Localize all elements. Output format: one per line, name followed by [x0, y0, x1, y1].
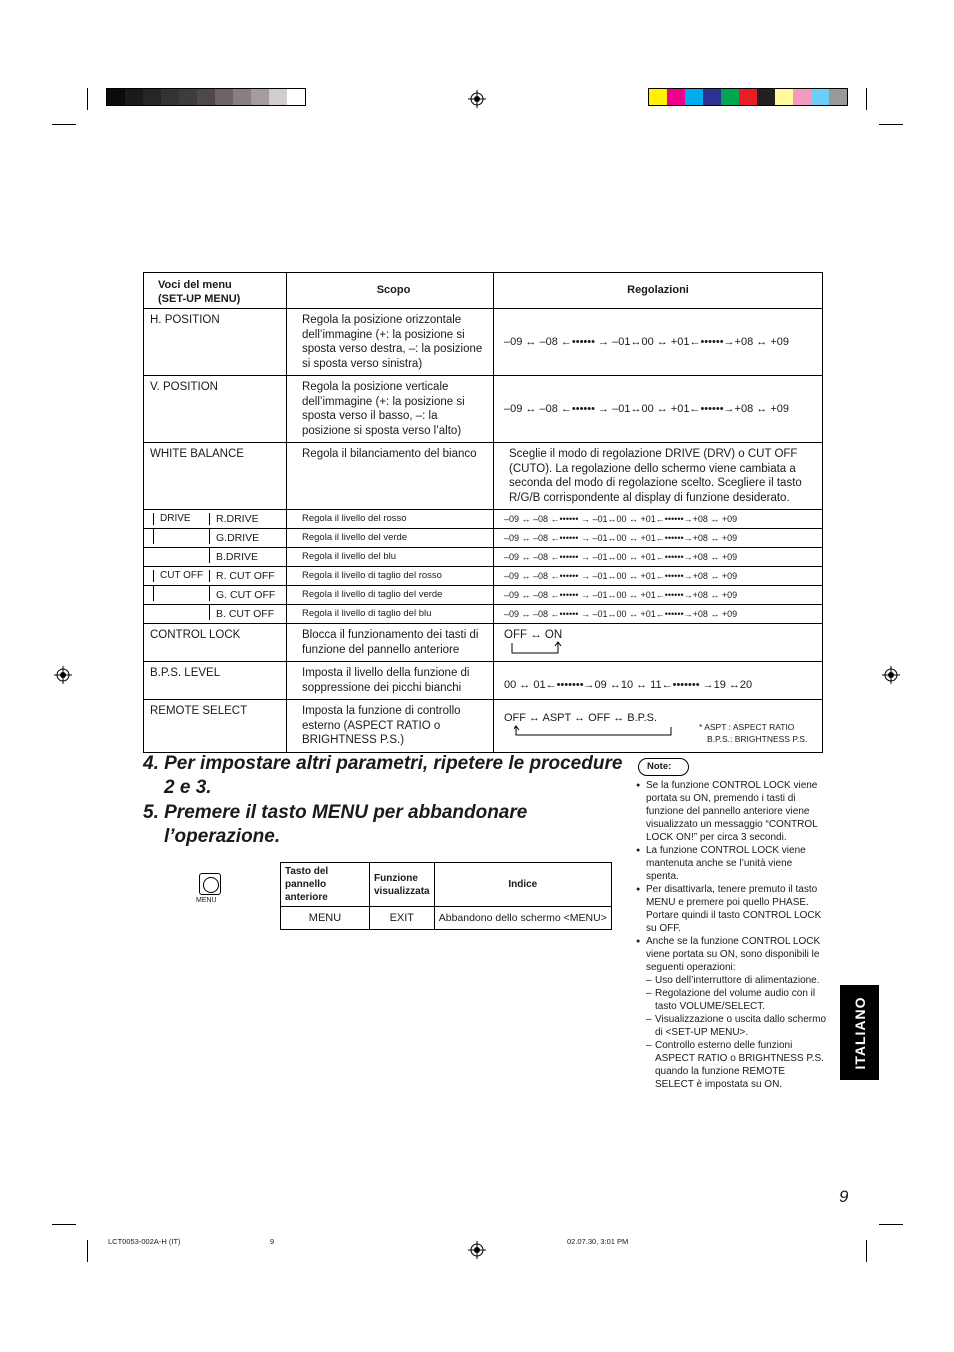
purpose-cell: Imposta la funzione di controllo esterno (ASPECT RATIO o BRIGHTNESS P.S.) [287, 700, 494, 753]
table-cell: MENU [281, 907, 370, 930]
menu-button-icon [199, 873, 221, 895]
purpose-cell: Regola la posizione verticale dell’immagine (+: la posizione si sposta verso il basso, –: la posizione si sposta verso l’alto) [287, 376, 494, 443]
adjust-scale: –09 ↔ –08 ←•••••• → –01↔00 ↔ +01←••••••→+08 ↔ +09 [494, 605, 823, 624]
registration-mark-icon [882, 666, 900, 684]
purpose-cell: Regola il livello di taglio del verde [287, 586, 494, 605]
footer-page: 9 [270, 1237, 275, 1246]
adjust-scale: –09 ↔ –08 ←•••••• → –01↔00 ↔ +01←••••••→+08 ↔ +09 [494, 510, 823, 529]
sub-item-label: R.DRIVE [216, 513, 259, 525]
language-tab: ITALIANO [840, 985, 879, 1080]
color-swatch [125, 89, 143, 105]
adjust-description: Sceglie il modo di regolazione DRIVE (DRV) o CUT OFF (CUTO). La regolazione dello schermo viene cambiata a seconda del modo di regolazione scelto. Scegliere il tasto R/G/B corrispondente al display di funzione desiderato. [494, 443, 823, 510]
color-swatch [721, 89, 739, 105]
menu-button-label: MENU [196, 897, 217, 904]
table-header-row [281, 863, 612, 907]
loop-arrow-icon [514, 725, 674, 739]
adjust-scale: –09 ↔ –08 ←•••••• → –01↔00 ↔ +01←••••••→+08 ↔ +09 [494, 567, 823, 586]
color-swatch [143, 89, 161, 105]
process-color-bar [648, 88, 848, 106]
footer-date: 02.07.30, 3:01 PM [567, 1237, 629, 1246]
crop-mark [866, 1240, 867, 1262]
purpose-cell: Regola il livello del rosso [287, 510, 494, 529]
list-subitem: – Visualizzazione o uscita dallo schermo di <SET-UP MENU>. [636, 1013, 826, 1039]
note-list [636, 779, 826, 1091]
crop-mark [87, 88, 88, 110]
sub-group-label: DRIVE [160, 513, 191, 524]
list-subitem: – Uso dell’interruttore di alimentazione. [636, 974, 826, 987]
table-subrow [144, 567, 823, 586]
toggle-option-off: OFF [504, 629, 527, 641]
table-subrow [144, 548, 823, 567]
menu-key-table [280, 862, 612, 930]
crop-mark [879, 124, 903, 125]
color-swatch [197, 89, 215, 105]
menu-item: V. POSITION [144, 376, 287, 443]
adjust-toggle [494, 624, 823, 662]
registration-mark-icon [468, 90, 486, 108]
color-swatch [739, 89, 757, 105]
table-row [144, 700, 823, 753]
purpose-cell: Regola la posizione orizzontale dell’immagine (+: la posizione si sposta verso destra, –: la posizione si sposta verso sinistra) [287, 309, 494, 376]
list-subitem: – Regolazione del volume audio con il tasto VOLUME/SELECT. [636, 987, 826, 1013]
color-swatch [215, 89, 233, 105]
table-subrow [144, 586, 823, 605]
sub-item-label: G.DRIVE [216, 532, 260, 544]
sub-item-label: G. CUT OFF [216, 589, 276, 601]
column-header: Funzione visualizzata [370, 863, 435, 907]
list-item: ● La funzione CONTROL LOCK viene mantenuta anche se l’unità viene spenta. [636, 844, 826, 883]
adjust-scale: –09 ↔ –08 ←•••••• → –01↔00 ↔ +01←••••••→+08 ↔ +09 [494, 309, 823, 376]
adjust-scale: –09 ↔ –08 ←•••••• → –01↔00 ↔ +01←••••••→+08 ↔ +09 [494, 529, 823, 548]
color-swatch [667, 89, 685, 105]
crop-mark [866, 88, 867, 110]
color-swatch [251, 89, 269, 105]
sub-item-label: R. CUT OFF [216, 570, 275, 582]
loop-arrow-icon [510, 641, 562, 657]
double-arrow-icon: ↔ [530, 629, 545, 641]
color-swatch [703, 89, 721, 105]
color-swatch [233, 89, 251, 105]
table-header-row [144, 273, 823, 309]
column-header: Indice [434, 863, 611, 907]
color-swatch [179, 89, 197, 105]
menu-item: CONTROL LOCK [144, 624, 287, 662]
purpose-cell: Regola il livello di taglio del blu [287, 605, 494, 624]
footer-code: LCT0053-002A-H (IT) [108, 1237, 181, 1246]
registration-mark-icon [468, 1241, 486, 1259]
color-swatch [793, 89, 811, 105]
grayscale-color-bar [106, 88, 306, 106]
color-swatch [685, 89, 703, 105]
adjust-scale: OFF ↔ ASPT ↔ OFF ↔ B.P.S. [504, 712, 658, 724]
setup-menu-table [143, 272, 823, 753]
column-header-menu-items: Voci del menu (SET-UP MENU) [144, 273, 287, 309]
list-item: ● Anche se la funzione CONTROL LOCK viene portata su ON, sono disponibili le seguenti operazioni: [636, 935, 826, 974]
purpose-cell: Blocca il funzionamento dei tasti di funzione del pannello anteriore [287, 624, 494, 662]
registration-mark-icon [54, 666, 72, 684]
table-row [144, 309, 823, 376]
page-number: 9 [839, 1187, 849, 1206]
adjust-scale: –09 ↔ –08 ←•••••• → –01↔00 ↔ +01←••••••→+08 ↔ +09 [494, 586, 823, 605]
crop-mark [879, 1224, 903, 1225]
adjust-scale: 00 ↔ 01←•••••••→09 ↔10 ↔ 11←••••••• →19 ↔20 [494, 662, 823, 700]
table-row [144, 662, 823, 700]
list-subitem: – Controllo esterno delle funzioni ASPECT RATIO o BRIGHTNESS P.S. quando la funzione REMOTE SELECT è impostata su ON. [636, 1039, 826, 1091]
table-cell: Abbandono dello schermo <MENU> [434, 907, 611, 930]
note-badge: Note: [638, 758, 689, 776]
color-swatch [811, 89, 829, 105]
column-header-adjustments: Regolazioni [494, 273, 823, 309]
color-swatch [269, 89, 287, 105]
table-subrow [144, 605, 823, 624]
crop-mark [87, 1240, 88, 1262]
column-header-purpose: Scopo [287, 273, 494, 309]
table-cell: EXIT [370, 907, 435, 930]
table-row [281, 907, 612, 930]
purpose-cell: Regola il livello del verde [287, 529, 494, 548]
toggle-option-on: ON [544, 629, 563, 641]
sub-item-label: B. CUT OFF [216, 608, 275, 620]
table-subrow [144, 529, 823, 548]
color-swatch [757, 89, 775, 105]
menu-item: H. POSITION [144, 309, 287, 376]
footnote: * ASPT : ASPECT RATIO [699, 722, 795, 732]
menu-item: REMOTE SELECT [144, 700, 287, 753]
table-row [144, 443, 823, 510]
color-swatch [287, 89, 305, 105]
table-row [144, 624, 823, 662]
color-swatch [649, 89, 667, 105]
list-item: ● Se la funzione CONTROL LOCK viene portata su ON, premendo i tasti di funzione del pannello anteriore viene visualizzato un messaggio “CONTROL LOCK ON!” per circa 3 secondi. [636, 779, 826, 844]
sub-group-label: CUT OFF [160, 570, 204, 581]
footnote: B.P.S.: BRIGHTNESS P.S. [707, 734, 808, 744]
color-swatch [829, 89, 847, 105]
step-4: 4. Per impostare altri parametri, ripetere le procedure 2 e 3. [143, 753, 623, 798]
adjust-scale: –09 ↔ –08 ←•••••• → –01↔00 ↔ +01←••••••→+08 ↔ +09 [494, 376, 823, 443]
sub-item-label: B.DRIVE [216, 551, 259, 563]
list-item: ● Per disattivarla, tenere premuto il tasto MENU e premere poi quello PHASE. Portare quindi il tasto CONTROL LOCK su OFF. [636, 883, 826, 935]
purpose-cell: Regola il bilanciamento del bianco [287, 443, 494, 510]
menu-item: WHITE BALANCE [144, 443, 287, 510]
color-swatch [775, 89, 793, 105]
crop-mark [52, 124, 76, 125]
adjust-cycle [494, 700, 823, 753]
table-row [144, 376, 823, 443]
color-swatch [161, 89, 179, 105]
menu-item: B.P.S. LEVEL [144, 662, 287, 700]
purpose-cell: Imposta il livello della funzione di soppressione dei picchi bianchi [287, 662, 494, 700]
step-5: 5. Premere il tasto MENU per abbandonare l’operazione. [143, 802, 528, 847]
adjust-scale: –09 ↔ –08 ←•••••• → –01↔00 ↔ +01←••••••→+08 ↔ +09 [494, 548, 823, 567]
purpose-cell: Regola il livello di taglio del rosso [287, 567, 494, 586]
color-swatch [107, 89, 125, 105]
column-header: Tasto del pannello anteriore [281, 863, 370, 907]
purpose-cell: Regola il livello del blu [287, 548, 494, 567]
crop-mark [52, 1224, 76, 1225]
table-subrow [144, 510, 823, 529]
